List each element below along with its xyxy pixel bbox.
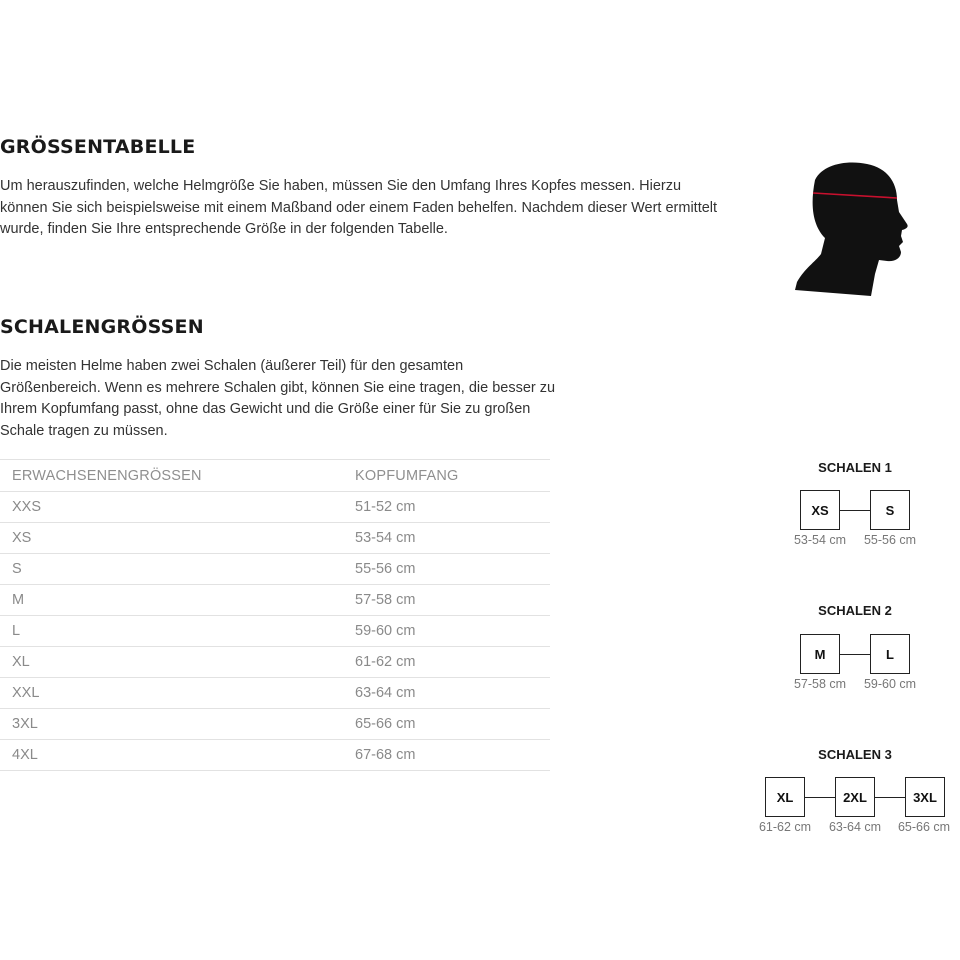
shell-size-box: S	[870, 490, 910, 530]
shell-size-range: 65-66 cm	[897, 820, 951, 834]
table-row	[0, 585, 550, 616]
circumference-cell: 53-54 cm	[343, 523, 550, 554]
head-profile-icon	[785, 158, 910, 300]
header-head-circumference: KOPFUMFANG	[343, 460, 550, 492]
circumference-cell: 61-62 cm	[343, 647, 550, 678]
size-cell: L	[0, 616, 343, 647]
table-header-row	[0, 460, 550, 492]
shell-size-box: L	[870, 634, 910, 674]
circumference-cell: 67-68 cm	[343, 740, 550, 771]
circumference-cell: 55-56 cm	[343, 554, 550, 585]
circumference-cell: 59-60 cm	[343, 616, 550, 647]
table-row	[0, 554, 550, 585]
circumference-cell: 65-66 cm	[343, 709, 550, 740]
table-row	[0, 523, 550, 554]
table-row	[0, 616, 550, 647]
shell-group-title: SCHALEN 3	[818, 747, 892, 762]
shell-size-box: XS	[800, 490, 840, 530]
size-cell: S	[0, 554, 343, 585]
shell-size-box: 3XL	[905, 777, 945, 817]
size-table	[0, 459, 550, 771]
circumference-cell: 63-64 cm	[343, 678, 550, 709]
table-row	[0, 678, 550, 709]
shell-size-range: 61-62 cm	[758, 820, 812, 834]
size-cell: XXS	[0, 492, 343, 523]
shell-sizes-title: SCHALENGRÖSSEN	[0, 316, 204, 338]
size-cell: 4XL	[0, 740, 343, 771]
shell-size-range: 59-60 cm	[863, 677, 917, 691]
size-cell: 3XL	[0, 709, 343, 740]
shell-group-title: SCHALEN 2	[818, 603, 892, 618]
size-chart-description: Um herauszufinden, welche Helmgröße Sie haben, müssen Sie den Umfang Ihres Kopfes messen. Hierzu können Sie sich beispielsweise mit einem Maßband oder einem Faden behelfen. Nachdem dieser Wert ermittelt wurde, finden Sie Ihre entsprechende Größe in der folgenden Tabelle.	[0, 178, 718, 237]
shell-size-box: XL	[765, 777, 805, 817]
shell-connector	[805, 797, 835, 798]
table-row	[0, 647, 550, 678]
size-cell: XL	[0, 647, 343, 678]
circumference-cell: 57-58 cm	[343, 585, 550, 616]
header-adult-sizes: ERWACHSENENGRÖSSEN	[0, 460, 343, 492]
size-cell: XXL	[0, 678, 343, 709]
size-cell: M	[0, 585, 343, 616]
shell-connector	[875, 797, 905, 798]
size-chart-title: GRÖSSENTABELLE	[0, 136, 196, 158]
shell-group-title: SCHALEN 1	[818, 460, 892, 475]
shell-sizes-description: Die meisten Helme haben zwei Schalen (äußerer Teil) für den gesamten Größenbereich. Wenn es mehrere Schalen gibt, können Sie eine tragen, die besser zu Ihrem Kopfumfang passt, ohne das Gewicht und die Größe einer für Sie zu großen Schale tragen zu müssen.	[0, 358, 556, 439]
shell-size-box: M	[800, 634, 840, 674]
table-row	[0, 492, 550, 523]
shell-connector	[840, 654, 870, 655]
shell-size-range: 63-64 cm	[828, 820, 882, 834]
table-row	[0, 740, 550, 771]
shell-size-range: 53-54 cm	[793, 533, 847, 547]
table-row	[0, 709, 550, 740]
shell-size-range: 57-58 cm	[793, 677, 847, 691]
shell-size-range: 55-56 cm	[863, 533, 917, 547]
size-cell: XS	[0, 523, 343, 554]
shell-size-box: 2XL	[835, 777, 875, 817]
circumference-cell: 51-52 cm	[343, 492, 550, 523]
shell-connector	[840, 510, 870, 511]
